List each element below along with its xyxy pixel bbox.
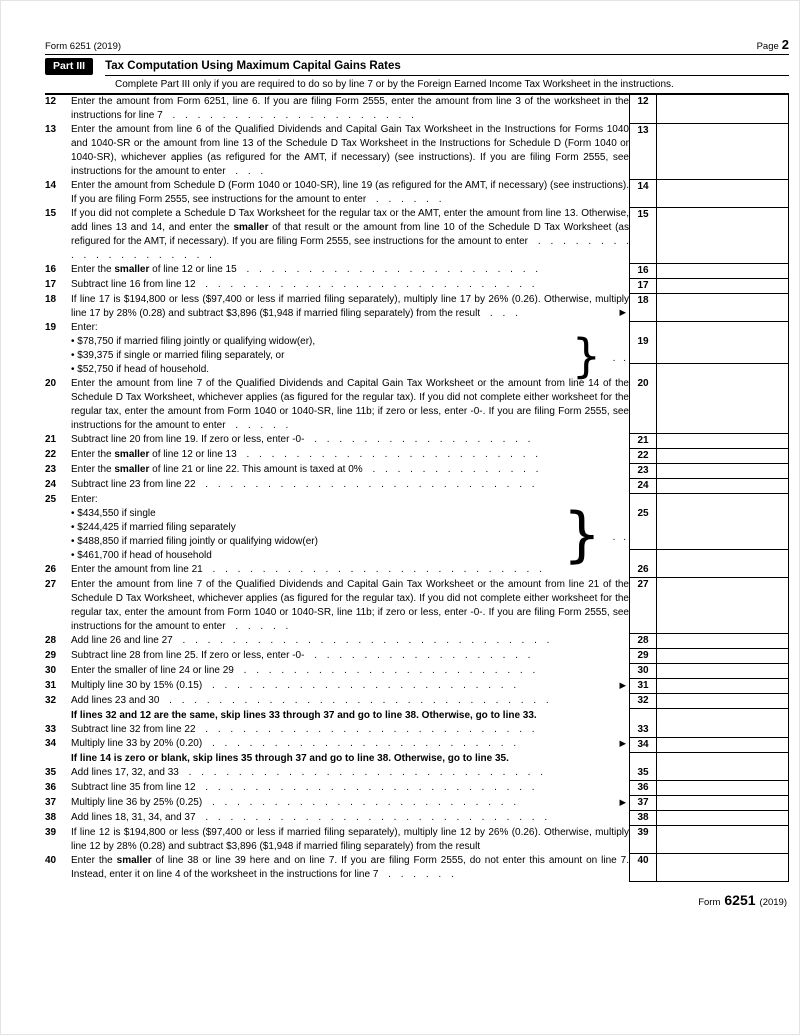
line-text: Enter the amount from Form 6251, line 6. If you are filing Form 2555, enter the amount from line 3 of the worksheet in the instructions for line 7 . . . . . . . . . . . . . . . . . . . .	[71, 96, 629, 121]
entry-line-number: 37	[630, 796, 657, 811]
line-text: Enter the smaller of line 21 or line 22. This amount is taxed at 0% . . . . . . . . . . . . . .	[71, 464, 539, 475]
form-line-35	[45, 766, 789, 781]
line-text: If line 12 is $194,800 or less ($97,400 or less if married filing separately), multiply line 12 by 26% (0.26). Otherwise, multiply line 12 by 28% (0.28) and subtract $3,896 ($1,948 if married filing separately) from the result	[71, 826, 629, 852]
part3-rows	[45, 95, 789, 882]
line-number: 31	[45, 679, 57, 691]
entry-line-number	[630, 752, 657, 766]
dot-leader: . . . . . . . . . . . . . . . . . . . . . . . . . . .	[195, 279, 535, 290]
line-text: Add lines 17, 32, and 33 . . . . . . . . . . . . . . . . . . . . . . . . . . . . .	[71, 767, 544, 778]
line-text: Enter the smaller of line 38 or line 39 here and on line 7. If you are filing Form 2555, do not enter this amount on line 7. Instead, enter it on line 4 of the worksheet in the instructions for line 7 . . . . . .	[71, 854, 629, 880]
brace-glyph: }	[562, 500, 601, 570]
line-number: 29	[45, 649, 57, 661]
line-text	[71, 549, 630, 563]
entry-line-number: 15	[630, 207, 657, 263]
line-number: 21	[45, 434, 57, 445]
entry-line-number: 23	[630, 463, 657, 478]
page-header	[45, 37, 789, 55]
entry-line-number: 19	[630, 335, 657, 363]
form-line-15	[45, 207, 789, 263]
line-number: 19	[45, 322, 57, 333]
amount-field-31[interactable]	[657, 679, 789, 694]
amount-field-35[interactable]	[657, 766, 789, 781]
amount-field-36[interactable]	[657, 781, 789, 796]
amount-column-space	[657, 363, 789, 377]
dot-leader: . . . . . . . . . . . . . . . . . . . . . . . . . . . . . .	[172, 634, 550, 646]
entry-line-number: 31	[630, 679, 657, 694]
bullet-line: • $461,700 if head of household	[71, 550, 212, 561]
dot-leader: . . . . . .	[366, 194, 442, 205]
line-number: 13	[45, 124, 57, 135]
line-text: Enter:	[71, 494, 98, 505]
line-text: If you did not complete a Schedule D Tax Worksheet for the regular tax or the AMT, enter the amount from line 13. Otherwise, add lines 13 and 14, and enter the smaller of that result or the amount from line 10 of the Schedule D Tax Worksheet (as refigured for the AMT, if necessary). If you are filing Form 2555, see instructions for the amount to enter . . . . . . . . . . . . . . . . . . . .	[71, 208, 629, 261]
dot-leader: . . . . . . . . . . . . . . . . . . . . . . . .	[236, 449, 539, 460]
amount-field-27[interactable]	[657, 578, 789, 634]
dot-leader: . . . . . . . . . . . . . . . . . . . .	[162, 110, 414, 121]
line-text: Subtract line 20 from line 19. If zero or less, enter -0- . . . . . . . . . . . . . . . . . .	[71, 434, 531, 445]
dot-leader: . . . . . . . . . . . . . . . . . . . . . . . . . . . . .	[178, 767, 544, 778]
form-line-38	[45, 811, 789, 826]
page-footer	[45, 892, 789, 908]
entry-line-number: 40	[630, 854, 657, 882]
line-number: 23	[45, 464, 57, 475]
form-id-header: Form 6251 (2019)	[45, 41, 122, 52]
dot-leader: . . .	[225, 166, 264, 177]
form-line-21	[45, 433, 789, 448]
line-number: 22	[45, 449, 57, 460]
entry-line-number: 22	[630, 448, 657, 463]
form-line-17	[45, 278, 789, 293]
line-number: 27	[45, 578, 57, 590]
line-number: 30	[45, 664, 57, 676]
amount-field-22[interactable]	[657, 448, 789, 463]
dot-leader: . . . . .	[225, 420, 289, 431]
dot-leader: . . . . . . . . . . . . . . . . . . . . . . . . .	[202, 679, 517, 691]
dot-leader: . . . . . . . . . . . . . . . . . . . . . . . . . . .	[195, 781, 535, 793]
amount-column-space	[657, 752, 789, 766]
line-text: If lines 32 and 12 are the same, skip lines 33 through 37 and go to line 38. Otherwise, go to line 33.	[71, 709, 537, 721]
amount-field-14[interactable]	[657, 179, 789, 207]
entry-line-number: 26	[630, 563, 657, 578]
dot-leader: . . . . . . . . . . . . . . . . . . . . . . . . . . . .	[195, 811, 548, 823]
line-number	[45, 335, 71, 363]
line-text: Enter the smaller of line 12 or line 15 . . . . . . . . . . . . . . . . . . . . . . . .	[71, 264, 539, 275]
amount-column-space	[657, 709, 789, 723]
form-line-12	[45, 95, 789, 123]
line-number: 39	[45, 826, 57, 838]
line-text: Subtract line 35 from line 12 . . . . . . . . . . . . . . . . . . . . . . . . . . .	[71, 781, 535, 793]
entry-line-number: 32	[630, 694, 657, 709]
amount-field-39[interactable]	[657, 826, 789, 854]
form-line-14	[45, 179, 789, 207]
form-line-30	[45, 664, 789, 679]
form-line-row	[45, 709, 789, 723]
form-line-40	[45, 854, 789, 882]
line-text: Multiply line 36 by 25% (0.25) . . . . . . . . . . . . . . . . . . . . . . . . . ▶	[71, 796, 626, 808]
entry-line-number: 14	[630, 179, 657, 207]
entry-line-number	[630, 363, 657, 377]
form-line-28	[45, 634, 789, 649]
entry-line-number: 34	[630, 737, 657, 752]
entry-line-number: 25	[630, 507, 657, 549]
amount-column-space	[657, 321, 789, 335]
form-line-20	[45, 377, 789, 433]
entry-line-number: 27	[630, 578, 657, 634]
line-number: 40	[45, 854, 57, 866]
line-number: 15	[45, 208, 57, 219]
dot-leader: . . . . . . . . . . . . . . . . . . . . . . . .	[233, 664, 536, 676]
page-label: Page	[756, 41, 779, 52]
amount-field-37[interactable]	[657, 796, 789, 811]
form-line-13	[45, 123, 789, 179]
amount-field-30[interactable]	[657, 664, 789, 679]
amount-field-23[interactable]	[657, 463, 789, 478]
line-number: 24	[45, 479, 57, 490]
part3-title: Tax Computation Using Maximum Capital Gains Rates	[105, 58, 789, 76]
line-number: 17	[45, 279, 57, 290]
entry-line-number	[630, 549, 657, 563]
line-number: 35	[45, 767, 57, 778]
entry-line-number: 16	[630, 263, 657, 278]
bullet-line: • $244,425 if married filing separately	[71, 522, 236, 533]
line-text: Enter the smaller of line 24 or line 29 . . . . . . . . . . . . . . . . . . . . . . . .	[71, 664, 536, 676]
entry-line-number: 20	[630, 377, 657, 433]
dot-leader: . . . . . . . . . . . . . . . . . . . . . . . .	[236, 264, 539, 275]
amount-field-13[interactable]	[657, 123, 789, 179]
line-text	[71, 363, 630, 377]
line-number: 26	[45, 564, 57, 575]
bullet-line: • $52,750 if head of household.	[71, 364, 210, 375]
line-number	[45, 709, 71, 723]
bullet-line: • $434,550 if single	[71, 508, 156, 519]
dot-leader: . . . . .	[225, 620, 289, 632]
entry-line-number: 36	[630, 781, 657, 796]
dot-leader: . . . . . . . . . . . . . . . . . . . . . . . . . . .	[195, 723, 535, 735]
line-text: If line 14 is zero or blank, skip lines 35 through 37 and go to line 38. Otherwise, go to line 35.	[71, 753, 509, 764]
line-text: If line 17 is $194,800 or less ($97,400 or less if married filing separately), multiply line 17 by 26% (0.26). Otherwise, multiply line 17 by 28% (0.28) and subtract $3,896 ($1,948 if married filing separately) from the result . . . ▶	[71, 294, 629, 319]
line-number: 12	[45, 96, 57, 107]
part3-badge: Part III	[45, 58, 93, 75]
form-line-row	[45, 363, 789, 377]
form-line-19	[45, 321, 789, 335]
line-text: Subtract line 32 from line 22 . . . . . . . . . . . . . . . . . . . . . . . . . . .	[71, 723, 535, 735]
line-text: Multiply line 33 by 20% (0.20) . . . . . . . . . . . . . . . . . . . . . . . . . ▶	[71, 738, 626, 749]
line-number: 20	[45, 378, 57, 389]
form-line-row	[45, 507, 789, 549]
amount-column-space	[657, 549, 789, 563]
entry-line-number	[630, 709, 657, 723]
amount-field-33[interactable]	[657, 723, 789, 738]
line-number: 34	[45, 738, 57, 749]
form-line-24	[45, 478, 789, 493]
line-text: Add lines 23 and 30 . . . . . . . . . . . . . . . . . . . . . . . . . . . . . . .	[71, 694, 549, 706]
line-number: 32	[45, 694, 57, 706]
line-number: 16	[45, 264, 57, 275]
footer-form-word: Form	[698, 897, 721, 908]
entry-line-number: 28	[630, 634, 657, 649]
amount-field-40[interactable]	[657, 854, 789, 882]
line-number	[45, 549, 71, 563]
entry-line-number: 13	[630, 123, 657, 179]
form-line-29	[45, 649, 789, 664]
line-number: 33	[45, 723, 57, 735]
amount-field-25[interactable]	[657, 507, 789, 549]
bullet-line: • $39,375 if single or married filing separately, or	[71, 350, 285, 361]
amount-field-29[interactable]	[657, 649, 789, 664]
dot-leader: . . . . . . . . . . . . . . . . . .	[304, 434, 531, 445]
entry-line-number: 38	[630, 811, 657, 826]
dot-leader: . . . . . . . . . . . . . . . . . . . . . . . . . . .	[195, 479, 535, 490]
form-line-32	[45, 694, 789, 709]
line-text: Enter the amount from Schedule D (Form 1040 or 1040-SR), line 19 (as refigured for the AMT, if necessary) (see instructions). If you are filing Form 2555, see instructions for the amount to enter . . . . . .	[71, 180, 629, 205]
form-line-row	[45, 549, 789, 563]
line-text: Add lines 18, 31, 34, and 37 . . . . . . . . . . . . . . . . . . . . . . . . . . . .	[71, 811, 548, 823]
part3-header-row	[45, 58, 789, 76]
amount-field-38[interactable]	[657, 811, 789, 826]
pointer-arrow-icon: ▶	[619, 679, 626, 690]
form-line-37	[45, 796, 789, 811]
line-text: Enter the amount from line 6 of the Qualified Dividends and Capital Gain Tax Worksheet in the Instructions for Forms 1040 and 1040-SR or the amount from line 13 of the Schedule D Tax Worksheet in the Instructions for Schedule D (Form 1040 or 1040-SR), whichever applies (as refigured for the AMT, if necessary) (see instructions). If you are filing Form 2555, see instructions for the amount to enter . . .	[71, 124, 629, 177]
line-number: 18	[45, 294, 57, 305]
amount-field-26[interactable]	[657, 563, 789, 578]
form-line-row	[45, 335, 789, 363]
form-line-18	[45, 293, 789, 321]
line-number: 36	[45, 781, 57, 793]
amount-field-21[interactable]	[657, 433, 789, 448]
form-line-36	[45, 781, 789, 796]
brace-glyph: }	[571, 329, 601, 383]
line-text: Enter the smaller of line 12 or line 13 . . . . . . . . . . . . . . . . . . . . . . . .	[71, 449, 539, 460]
entry-line-number: 33	[630, 723, 657, 738]
bullet-line: • $488,850 if married filing jointly or qualifying widow(er)	[71, 536, 318, 547]
line-text: Enter the amount from line 7 of the Qualified Dividends and Capital Gain Tax Worksheet or the amount from line 21 of the Schedule D Tax Worksheet, whichever applies (as figured for the regular tax). If you did not complete either worksheet for the regular tax, enter the amount from Form 1040 or 1040-SR, line 11b; if zero or less, enter -0-. If you are filing Form 2555, see instructions for the amount to enter . . . . .	[71, 578, 629, 632]
line-text: Add line 26 and line 27 . . . . . . . . . . . . . . . . . . . . . . . . . . . . . .	[71, 634, 550, 646]
line-number	[45, 363, 71, 377]
part3-header	[45, 58, 789, 95]
part3-table	[45, 95, 789, 882]
footer-form-number: 6251	[724, 892, 756, 908]
dot-leader: . . . . . . . . . . . . . . . . . . . . . . . . .	[202, 738, 517, 749]
line-text: Enter the amount from line 7 of the Qualified Dividends and Capital Gain Tax Worksheet or the amount from line 14 of the Schedule D Tax Worksheet, whichever applies (as figured for the regular tax). If you did not complete either worksheet for the regular tax, enter the amount from Form 1040 or 1040-SR, line 11b; if zero or less, enter -0-. If you are filing Form 2555, see instructions for the amount to enter . . . . .	[71, 378, 629, 431]
dot-leader: . . . . . . . . . . . . . . . . . . . . . . . . . . . . . . .	[159, 694, 549, 706]
line-text: Multiply line 30 by 15% (0.15) . . . . . . . . . . . . . . . . . . . . . . . . . ▶	[71, 679, 626, 691]
line-number: 25	[45, 494, 57, 505]
amount-field-17[interactable]	[657, 278, 789, 293]
entry-line-number: 29	[630, 649, 657, 664]
pointer-arrow-icon: ▶	[619, 796, 626, 807]
line-text: Enter:	[71, 322, 98, 333]
amount-field-15[interactable]	[657, 207, 789, 263]
pointer-arrow-icon: ▶	[619, 738, 626, 748]
dot-leader: . .	[612, 353, 626, 364]
line-number: 14	[45, 180, 57, 191]
amount-field-32[interactable]	[657, 694, 789, 709]
form-line-31	[45, 679, 789, 694]
dot-leader: . . . . . .	[378, 868, 454, 880]
footer-form-year: (2019)	[759, 897, 787, 908]
line-number: 38	[45, 811, 57, 823]
amount-field-18[interactable]	[657, 293, 789, 321]
entry-line-number: 30	[630, 664, 657, 679]
entry-line-number: 12	[630, 95, 657, 123]
amount-column-space	[657, 493, 789, 507]
entry-line-number: 17	[630, 278, 657, 293]
form-line-26	[45, 563, 789, 578]
line-number	[45, 507, 71, 549]
pointer-arrow-icon: ▶	[619, 307, 626, 317]
line-text: Subtract line 23 from line 22 . . . . . . . . . . . . . . . . . . . . . . . . . . .	[71, 479, 535, 490]
page-number: 2	[781, 37, 789, 52]
entry-line-number: 39	[630, 826, 657, 854]
dot-leader: . . .	[480, 308, 518, 319]
amount-field-19[interactable]	[657, 335, 789, 363]
dot-leader: . .	[612, 532, 626, 543]
entry-line-number: 35	[630, 766, 657, 781]
line-text: Subtract line 28 from line 25. If zero or less, enter -0- . . . . . . . . . . . . . . . . . .	[71, 649, 531, 661]
entry-line-number: 21	[630, 433, 657, 448]
form-line-34	[45, 737, 789, 752]
form-line-33	[45, 723, 789, 738]
entry-line-number	[630, 493, 657, 507]
form-line-23	[45, 463, 789, 478]
form-line-25	[45, 493, 789, 507]
dot-leader: . . . . . . . . . . . . . .	[362, 464, 539, 475]
line-number: 37	[45, 796, 57, 808]
amount-field-12[interactable]	[657, 95, 789, 123]
form-line-16	[45, 263, 789, 278]
line-text: Subtract line 16 from line 12 . . . . . . . . . . . . . . . . . . . . . . . . . . .	[71, 279, 535, 290]
amount-field-16[interactable]	[657, 263, 789, 278]
dot-leader: . . . . . . . . . . . . . . . . . . . . . . . . .	[202, 796, 517, 808]
line-number: 28	[45, 634, 57, 646]
amount-field-28[interactable]	[657, 634, 789, 649]
dot-leader: . . . . . . . . . . . . . . . . . . . . . . . . . . .	[202, 564, 542, 575]
form-line-22	[45, 448, 789, 463]
dot-leader: . . . . . . . . . . . . . . . . . .	[304, 649, 531, 661]
form-line-39	[45, 826, 789, 854]
dot-leader: . . . . . . . . . . . . . . . . . . . .	[71, 236, 629, 261]
page-indicator	[757, 37, 789, 52]
form-line-row	[45, 752, 789, 766]
amount-field-20[interactable]	[657, 377, 789, 433]
amount-field-24[interactable]	[657, 478, 789, 493]
amount-field-34[interactable]	[657, 737, 789, 752]
bullet-line: • $78,750 if married filing jointly or qualifying widow(er),	[71, 336, 316, 347]
line-text: Enter the amount from line 21 . . . . . . . . . . . . . . . . . . . . . . . . . . .	[71, 564, 542, 575]
form-line-27	[45, 578, 789, 634]
line-number	[45, 752, 71, 766]
part3-subtitle: Complete Part III only if you are required to do so by line 7 or by the Foreign Earned Income Tax Worksheet in the instructions.	[115, 79, 674, 90]
entry-line-number: 18	[630, 293, 657, 321]
entry-line-number	[630, 321, 657, 335]
entry-line-number: 24	[630, 478, 657, 493]
